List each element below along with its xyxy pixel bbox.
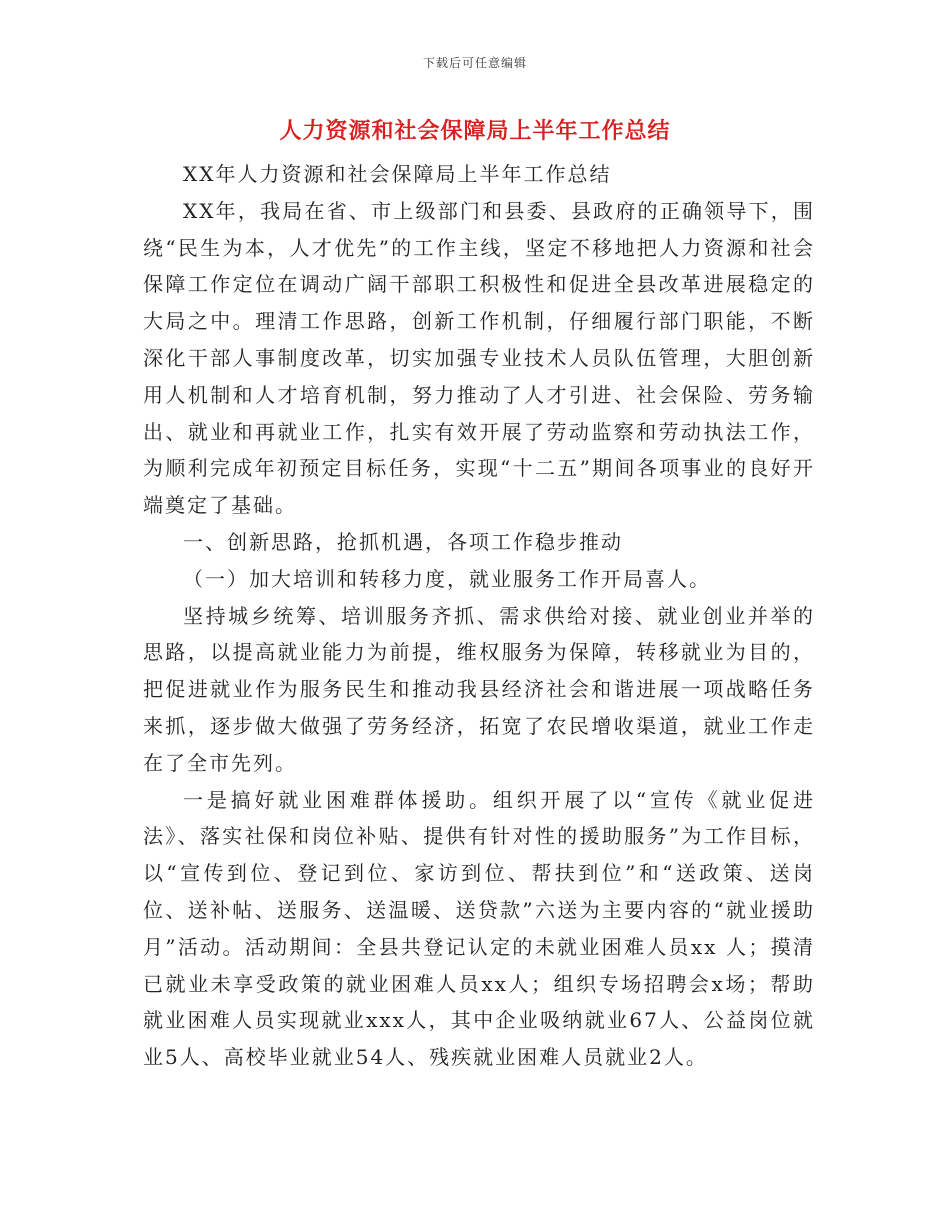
body-paragraph: 一是搞好就业困难群体援助。组织开展了以“宣传《就业促进法》、落实社保和岗位补贴、提供有针对性的援助服务”为工作目标，以“宣传到位、登记到位、家访到位、帮扶到位”和“送政策、送岗位、送补帖、送服务、送温暖、送贷款”六送为主要内容的“就业援助月”活动。活动期间：全县共登记认定的未就业困难人员xx 人；摸清已就业未享受政策的就业困难人员xx人；组织专场招聘会x场；帮助就业困难人员实现就业xxx人，其中企业吸纳就业67人、公益岗位就业5人、高校毕业就业54人、残疾就业困难人员就业2人。 [143, 787, 815, 1070]
subtitle-paragraph: XX年人力资源和社会保障局上半年工作总结 [183, 162, 612, 186]
header-note: 下载后可任意编辑 [422, 56, 527, 70]
document-title: 人力资源和社会保障局上半年工作总结 [279, 118, 671, 144]
subsection-heading: （一）加大培训和转移力度，就业服务工作开局喜人。 [183, 566, 711, 591]
intro-paragraph: XX年，我局在省、市上级部门和县委、县政府的正确领导下，围绕“民生为本，人才优先”的工作主线，坚定不移地把人力资源和社会保障工作定位在调动广阔干部职工积极性和促进全县改革进展稳定的大局之中。理清工作思路，创新工作机制，仔细履行部门职能，不断深化干部人事制度改革，切实加强专业技术人员队伍管理，大胆创新用人机制和人才培育机制，努力推动了人才引进、社会保险、劳务输出、就业和再就业工作，扎实有效开展了劳动监察和劳动执法工作，为顺利完成年初预定目标任务，实现“十二五”期间各项事业的良好开端奠定了基础。 [143, 198, 815, 518]
section-heading: 一、创新思路，抢抓机遇，各项工作稳步推动 [183, 529, 623, 554]
document-body [143, 156, 815, 1076]
body-paragraph: 坚持城乡统筹、培训服务齐抓、需求供给对接、就业创业并举的思路，以提高就业能力为前提，维权服务为保障，转移就业为目的，把促进就业作为服务民生和推动我县经济社会和谐进展一项战略任务来抓，逐步做大做强了劳务经济，拓宽了农民增收渠道，就业工作走在了全市先列。 [143, 603, 815, 775]
